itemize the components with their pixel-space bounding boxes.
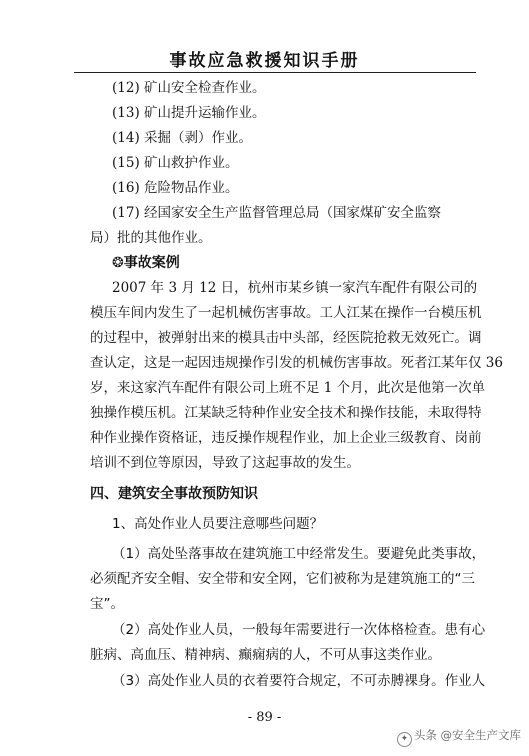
list-item: (14) 采掘（剥）作业。	[112, 130, 253, 146]
case-paragraph-line: 2007 年 3 月 12 日，杭州市某乡镇一家汽车配件有限公司的	[112, 280, 478, 296]
list-item: (15) 矿山救护作业。	[112, 155, 239, 171]
paragraph-line: 脏病、高血压、精神病、癫痫病的人，不可从事这类作业。	[90, 647, 441, 663]
platform-logo-icon: ✦	[397, 732, 412, 747]
question-heading: 1、高处作业人员要注意哪些问题？	[112, 516, 324, 532]
page-number: - 89 -	[247, 710, 282, 725]
case-paragraph-line: 的过程中，被弹射出来的模具击中头部，经医院抢救无效死亡。调	[90, 330, 482, 346]
source-watermark	[397, 727, 521, 747]
header-title: 事故应急救援知识手册	[169, 51, 360, 71]
paragraph-line: 必须配齐安全帽、安全带和安全网，它们被称为是建筑施工的“三	[90, 571, 475, 587]
header-divider	[74, 72, 476, 73]
list-item-continuation: 局）批的其他作业。	[90, 230, 212, 246]
paragraph-line: （2）高处作业人员，一般每年需要进行一次体格检查。患有心	[112, 622, 486, 638]
paragraph-line: （3）高处作业人员的衣着要符合规定，不可赤膊裸身。作业人	[112, 673, 486, 689]
case-paragraph-line: 独操作模压机。江某缺乏特种作业安全技术和操作技能，未取得特	[90, 405, 482, 421]
case-paragraph-line: 种作业操作资格证，违反操作规程作业，加上企业三级教育、岗前	[90, 430, 482, 446]
case-heading: ❂事故案例	[112, 255, 180, 271]
watermark-text: 头条 @安全生产文库	[413, 728, 521, 742]
section-heading: 四、建筑安全事故预防知识	[90, 486, 258, 502]
case-paragraph-line: 岁，来这家汽车配件有限公司上班不足 1 个月，此次是他第一次单	[90, 380, 486, 396]
case-paragraph-line: 模压车间内发生了一起机械伤害事故。工人江某在操作一台模压机	[90, 305, 482, 321]
paragraph-line: （1）高处坠落事故在建筑施工中经常发生。要避免此类事故，	[112, 546, 486, 562]
list-item: (17) 经国家安全生产监督管理总局（国家煤矿安全监察	[112, 205, 442, 221]
list-item: (16) 危险物品作业。	[112, 180, 239, 196]
case-paragraph-line: 培训不到位等原因，导致了这起事故的发生。	[90, 455, 360, 471]
case-paragraph-line: 查认定，这是一起因违规操作引发的机械伤害事故。死者江某年仅 36	[90, 355, 503, 371]
list-item: (12) 矿山安全检查作业。	[112, 80, 266, 96]
paragraph-line: 宝”。	[90, 596, 124, 612]
list-item: (13) 矿山提升运输作业。	[112, 105, 266, 121]
